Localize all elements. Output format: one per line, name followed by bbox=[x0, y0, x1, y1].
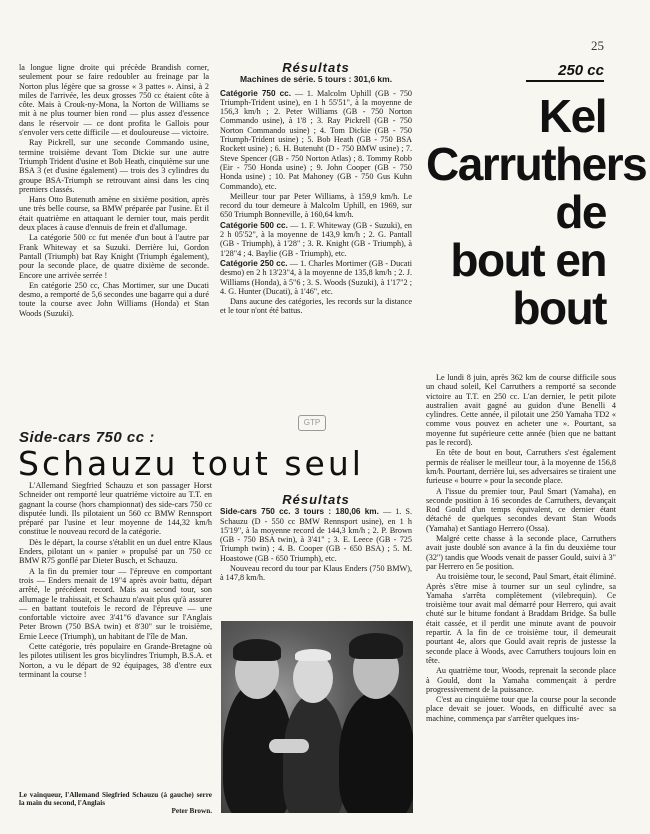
paragraph: Cette catégorie, très populaire en Grande-Bretagne où les pilotes utilisent les gros bicylindres Triumph, B.S.A. et Norton, a vu le départ de 92 équipages, 38 d'entre eux terminant la course ! bbox=[19, 642, 212, 679]
category-text: — 1. S. Schauzu (D - 550 cc BMW Rennsport usine), en 1 h 15'19", à la moyenne record de 144,3 km/h ; 2. P. Brown (GB - 750 BSA twin), à 3'41" ; 3. E. Leece (GB - 725 Triumph twin) ; 4. B. Cooper (GB - 650 BSA) ; 5. M. Hoastowe (GB - 650 Triumph), etc. bbox=[220, 507, 413, 563]
sidecar-article bbox=[19, 481, 212, 680]
results-box-sidecar bbox=[220, 492, 413, 584]
headline-line: de bbox=[555, 186, 606, 238]
results-750 bbox=[220, 89, 412, 191]
results-sidecar bbox=[220, 507, 412, 563]
headline-line: bout bbox=[512, 282, 606, 334]
paragraph: C'est au cinquième tour que la course pour la seconde place devait se jouer. Woods, en difficulté avec sa machine, commença par s'arrêter quelques ins- bbox=[426, 695, 616, 723]
rider-hair bbox=[349, 633, 403, 659]
badge-underline bbox=[526, 80, 604, 82]
paragraph: En tête de bout en bout, Carruthers s'est également permis de réaliser le meilleur tour, à la moyenne de 156,8 km/h. Pourtant, derrière lui, ses adversaires se tiraient une furieuse « bourre » pour la seconde place. bbox=[426, 448, 616, 486]
results-250 bbox=[220, 259, 412, 296]
category-label: Catégorie 250 cc. bbox=[220, 258, 288, 268]
category-label: Catégorie 500 cc. bbox=[220, 220, 288, 230]
headline-line: bout en bbox=[450, 234, 606, 286]
headline bbox=[426, 90, 647, 334]
paragraph: L'Allemand Siegfried Schauzu et son passager Horst Schneider ont remporté leur quatrième victoire au T.T. en gagnant la course (hors championnat) des side-cars 750 cc disputée lundi. Ils pilotaient un 560 cc BMW Rennsport préparé par l'usine et leur moyenne de 144,32 km/h constitue le nouveau record de la catégorie. bbox=[19, 481, 212, 537]
category-text: — 1. F. Whiteway (GB - Suzuki), en 2 h 05'52", à la moyenne de 143,9 km/h ; 2. G. Pantall (GB - Triumph), à 1'28" ; 3. R. Knight (GB - Triumph), à 1'28"4 ; 4. Baylie (GB - Triumph), etc. bbox=[220, 220, 413, 258]
category-label: Side-cars 750 cc. 3 tours : 180,06 km. bbox=[220, 507, 379, 517]
record-note: Meilleur tour par Peter Williams, à 159,9 km/h. Le record du tour demeure à Malcolm Uphill, en 1969, sur 650 Triumph Bonneville, à 160,64 km/h. bbox=[220, 191, 412, 220]
handshake bbox=[269, 739, 309, 753]
closing-note: Dans aucune des catégories, les records sur la distance et le tour n'ont été battus. bbox=[220, 297, 412, 316]
headline-line: Carruthers bbox=[426, 138, 647, 190]
paragraph: Au quatrième tour, Woods, reprenait la seconde place à Gould, dont la Yamaha commençait à perdre progressivement de la puissance. bbox=[426, 666, 616, 694]
results-heading: Résultats bbox=[282, 60, 350, 75]
riders-photo bbox=[221, 621, 413, 813]
page-number: 25 bbox=[591, 38, 604, 53]
caption-credit: Peter Brown. bbox=[171, 807, 212, 816]
paragraph: la longue ligne droite qui précède Brandish corner, seulement pour se faire redoubler au freinage par la Norton plus légère que sa grosse « 3 pattes ». Ainsi, à 2 miles de l'arrivée, les deux grosses 750 cc étaient côte à côte. Mais à Crouk-ny-Mona, la Norton de Williams se mit à ne plus tourner bien rond — plus assez d'essence dans le réservoir — ce dont profita le Gallois pour s'envoler vers cette difficile — et douloureuse — victoire. bbox=[19, 63, 209, 138]
photo-caption bbox=[19, 791, 212, 816]
paragraph: Malgré cette chasse à la seconde place, Carruthers avait juste doublé son avance à la fin du deuxième tour (32") tandis que Woods venait de passer Gould, suivi à 3" par Herrero en 5e position. bbox=[426, 534, 616, 571]
results-500 bbox=[220, 221, 412, 258]
article-right-column bbox=[426, 373, 616, 724]
category-text: — 1. Charles Mortimer (GB - Ducati desmo) en 2 h 13'23"4, à la moyenne de 135,8 km/h ; 2. J. Williams (Honda), à 5"6 ; 3. S. Woods (Suzuki), à 1'17"2 ; 4. G. Hunter (Ducati), à 1'46", etc. bbox=[220, 258, 413, 296]
record-note: Nouveau record du tour par Klaus Enders (750 BMW), à 147,8 km/h. bbox=[220, 564, 412, 583]
category-text: — 1. Malcolm Uphill (GB - 750 Triumph-Trident usine), en 1 h 55'51", à la moyenne de 156,3 km/h ; 2. Peter Williams (GB - 750 Norton Commando usine), à 1'8 ; 3. Ray Pickrell (GB - 750 Norton Commando usine) ; 4. Tom Dickie (GB - 750 Triumph-Trident usine) ; 5. Bob Heath (GB - 750 BSA Rockett usine) ; 6. H. Butenuht (D - 750 BMW usine) ; 7. Steve Spencer (GB - 750 Norton Atlas) ; 8. Tommy Robb (Eir - 750 Honda usine) ; 9. John Cooper (GB - 750 Honda usine) ; 10. Pat Mahoney (GB - 750 Gus Kuhn Commando), etc. bbox=[220, 88, 413, 191]
results-subheading: Machines de série. 5 tours : 301,6 km. bbox=[239, 74, 393, 85]
paragraph: Le lundi 8 juin, après 362 km de course difficile sous un chaud soleil, Kel Carruthers a remporté sa seconde victoire au T.T. en 250 cc. L'an dernier, le petit pilote australien avait gagné au guidon d'une Benelli 4 cylindres. Cette année, il pilotait une 250 Yamaha TD2 « comme vous pouvez en acheter une ». Pourtant, sa moyenne fut supérieure cette année (bien que ne battant pas le record). bbox=[426, 373, 616, 448]
rider-hair bbox=[233, 639, 281, 661]
headline-line: Kel bbox=[538, 90, 606, 142]
paragraph: Hans Otto Butenuth amène en sixième position, après une très belle course, sa BMW préparée par l'usine. Et il était quatrième en attaquant le dernier tour, mais perdit deux places à cause d'ennuis de frein et d'allumage. bbox=[19, 195, 209, 233]
watermark-stamp: GTP bbox=[298, 415, 326, 431]
paragraph: A la fin du premier tour — l'épreuve en comportant trois — Enders menait de 19"4 après avoir battu, départ arrêté, le précédent record. Mais au second tour, son allumage le trahissait, et Schauzu n'avait plus qu'à assurer — en battant toutefois le record de l'épreuve — une confortable victoire avec 3'41"6 d'avance sur l'Anglais Peter Brown (750 BSA twin) et 8'30" sur le troisième, Ernie Leece (Triumph), un habitant de l'île de Man. bbox=[19, 566, 212, 641]
paragraph: Au troisième tour, le second, Paul Smart, était éliminé. Après s'être mise à tourner sur un seul cylindre, sa Yamaha s'arrêta complètement (vilebrequin). Ce troisième tour avait mal démarré pour Herrero, qui avait chuté sur le bitume fondant à Braddam Bridge. Sa bulle était cassée, et il perdit une minute avant de pouvoir repartir. A la fin de ce troisième tour, il demeurait pourtant 4e, alors que Gould avait repris de justesse la seconde place à Woods, avec Carruthers toujours loin en tête. bbox=[426, 572, 616, 665]
paragraph: Ray Pickrell, sur une seconde Commando usine, termine troisième devant Tom Dickie sur une autre Triumph Trident d'usine et Bob Heath, cinquième sur une BSA 3 (et d'usine également) — trois des 3 cylindres du groupe BSA-Triumph se retrouvant ainsi dans les cinq premiers classés. bbox=[19, 138, 209, 194]
rider-figure bbox=[339, 691, 413, 813]
category-badge: 250 cc bbox=[558, 62, 604, 79]
rider-hair bbox=[295, 649, 331, 661]
sidecar-title: Schauzu tout seul bbox=[18, 444, 364, 483]
category-label: Catégorie 750 cc. bbox=[220, 88, 291, 98]
results-box-production bbox=[220, 60, 413, 317]
results-heading: Résultats bbox=[282, 492, 350, 507]
paragraph: En catégorie 250 cc, Chas Mortimer, sur une Ducati desmo, a remporté de 5,6 secondes une bagarre qui a duré toute la course avec John Williams (Honda) et Stan Woods (Suzuki). bbox=[19, 280, 209, 318]
paragraph: La catégorie 500 cc fut menée d'un bout à l'autre par Frank Whiteway et sa Suzuki. Derrière lui, Gordon Pantall (Triumph) bat Ray Knight (Triumph également), pour la seconde place, de quatre dixième de seconde. Encore une arrivée serrée ! bbox=[19, 233, 209, 280]
article-left-column bbox=[19, 63, 209, 319]
caption-text: Le vainqueur, l'Allemand Siegfried Schauzu (à gauche) serre la main du second, l'Anglais bbox=[19, 791, 212, 808]
rider-figure bbox=[283, 693, 345, 813]
paragraph: A l'issue du premier tour, Paul Smart (Yamaha), en seconde position à 16 secondes de Carruthers, devançait Rod Gould d'un temps équivalent, ce dernier étant détaché de quelques secondes devant Stan Woods (Yamaha) et Santiago Herrero (Ossa). bbox=[426, 486, 616, 533]
sidecar-kicker: Side-cars 750 cc : bbox=[19, 429, 155, 446]
paragraph: Dès le départ, la course s'établit en un duel entre Klaus Enders, pilotant un « panier » propulsé par un 750 cc BMW R75 gonflé par Dieter Busch, et Schauzu. bbox=[19, 537, 212, 566]
